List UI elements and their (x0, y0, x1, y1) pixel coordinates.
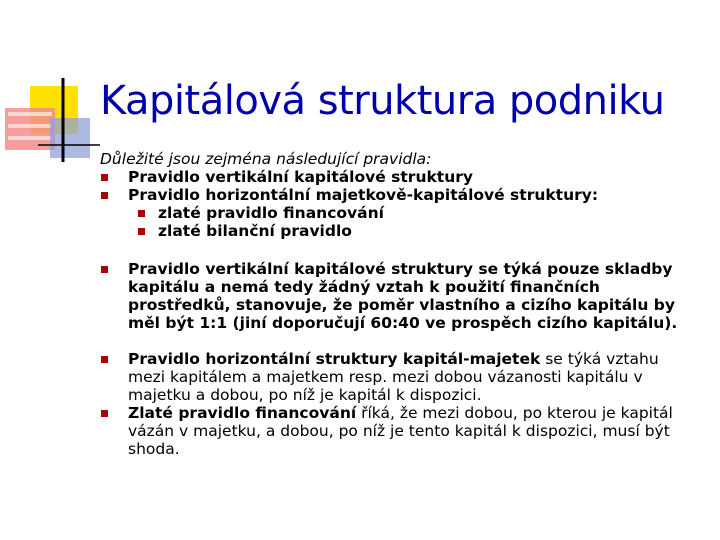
slide-content (100, 150, 700, 458)
list-item (100, 260, 700, 332)
list-item (100, 404, 700, 458)
slide-title: Kapitálová struktura podniku (100, 78, 665, 124)
list-item (100, 186, 700, 204)
golden-balance: zlaté bilanční pravidlo (158, 222, 352, 240)
para-vertical: Pravidlo vertikální kapitálové struktury se týká pouze skladby kapitálu a nemá tedy žádný vztah k použití finančních prostředků, stanovuje, že poměr vlastního a cizího kapitálu by měl být 1:1 (jiní doporučují 60:40 ve prospěch cizího kapitálu). (128, 260, 678, 332)
decorative-logo (0, 0, 110, 170)
square-bullet-icon (138, 228, 145, 235)
golden-financing: zlaté pravidlo financování (158, 204, 384, 222)
list-item (100, 168, 700, 186)
square-bullet-icon (101, 266, 108, 273)
square-bullet-icon (101, 174, 108, 181)
square-bullet-icon (101, 192, 108, 199)
para-golden-rest: říká, že mezi dobou, po kterou je kapitál vázán v majetku, a dobou, po níž je tento kapitál k dispozici, musí být shoda. (128, 404, 673, 458)
rules-list (100, 168, 700, 240)
sub-list-item (100, 204, 700, 222)
para-golden-bold: Zlaté pravidlo financování (128, 404, 357, 422)
intro-text: Důležité jsou zejména následující pravidla: (100, 150, 432, 168)
rule-horizontal: Pravidlo horizontální majetkově-kapitálové struktury: (128, 186, 599, 204)
list-item (100, 350, 700, 404)
para-horizontal-rest: se týká vztahu mezi kapitálem a majetkem resp. mezi dobou vázanosti kapitálu v majetku a dobou, po níž je kapitál k dispozici. (128, 350, 659, 404)
square-bullet-icon (101, 410, 108, 417)
square-bullet-icon (101, 356, 108, 363)
explanations-list (100, 260, 700, 458)
square-bullet-icon (138, 210, 145, 217)
sub-list-item (100, 222, 700, 240)
rule-vertical: Pravidlo vertikální kapitálové struktury (128, 168, 473, 186)
para-horizontal-bold: Pravidlo horizontální struktury kapitál-majetek (128, 350, 541, 368)
blue-square (50, 118, 90, 158)
